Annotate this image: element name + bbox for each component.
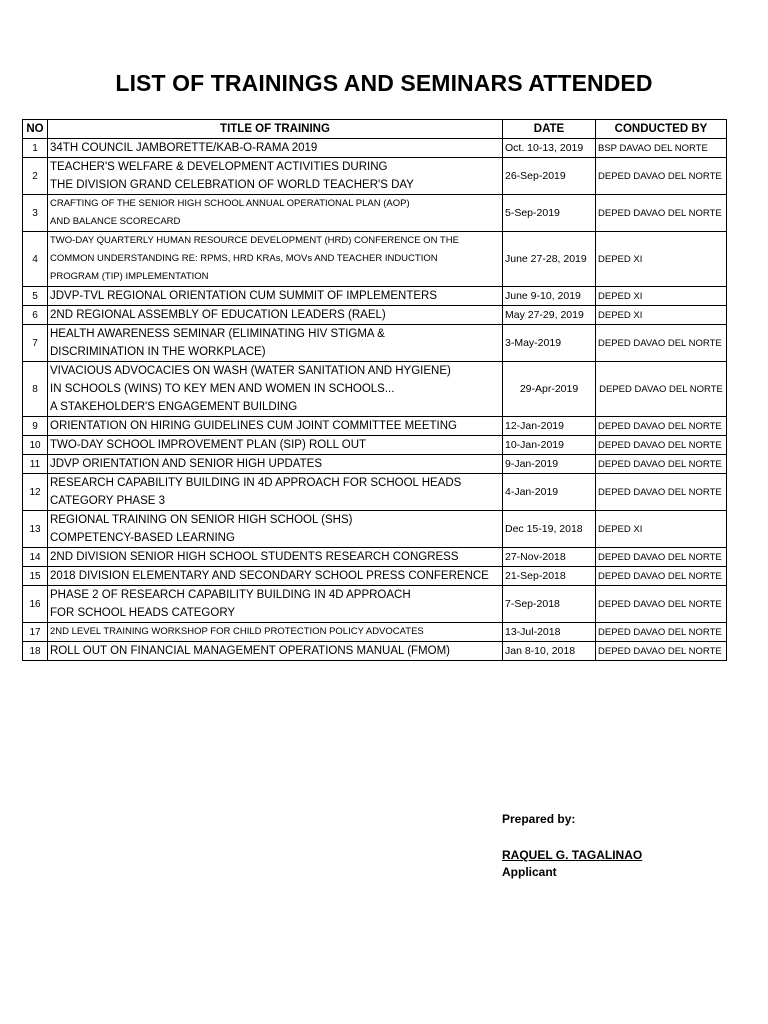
training-date: Dec 15-19, 2018 (503, 511, 596, 548)
training-title-line: TEACHER'S WELFARE & DEVELOPMENT ACTIVITIES DURING (50, 161, 388, 173)
training-title-line: JDVP-TVL REGIONAL ORIENTATION CUM SUMMIT OF IMPLEMENTERS (50, 290, 437, 302)
training-title-line: AND BALANCE SCORECARD (50, 216, 181, 227)
training-title (48, 623, 503, 642)
conducted-by: DEPED DAVAO DEL NORTE (596, 195, 727, 232)
table-row (23, 287, 727, 306)
training-title-line: 2018 DIVISION ELEMENTARY AND SECONDARY SCHOOL PRESS CONFERENCE (50, 570, 489, 582)
row-number: 6 (23, 306, 48, 325)
row-number: 3 (23, 195, 48, 232)
training-title (48, 232, 503, 287)
table-row (23, 623, 727, 642)
conducted-by: DEPED DAVAO DEL NORTE (596, 455, 727, 474)
row-number: 17 (23, 623, 48, 642)
training-date: 10-Jan-2019 (503, 436, 596, 455)
training-title (48, 455, 503, 474)
conducted-by: DEPED XI (596, 511, 727, 548)
signatory-name: RAQUEL G. TAGALINAO (502, 848, 643, 862)
table-row (23, 362, 727, 417)
table-row (23, 436, 727, 455)
training-title-line: JDVP ORIENTATION AND SENIOR HIGH UPDATES (50, 458, 322, 470)
conducted-by: DEPED DAVAO DEL NORTE (596, 567, 727, 586)
table-row (23, 548, 727, 567)
training-title-line: TWO-DAY QUARTERLY HUMAN RESOURCE DEVELOPMENT (HRD) CONFERENCE ON THE (50, 235, 459, 246)
conducted-by: DEPED DAVAO DEL NORTE (596, 623, 727, 642)
training-title-line: A STAKEHOLDER'S ENGAGEMENT BUILDING (50, 401, 298, 413)
training-title-line: CRAFTING OF THE SENIOR HIGH SCHOOL ANNUAL OPERATIONAL PLAN (AOP) (50, 198, 410, 209)
table-row (23, 511, 727, 548)
training-title (48, 362, 503, 417)
training-title-line: PROGRAM (TIP) IMPLEMENTATION (50, 271, 209, 282)
training-title-line: THE DIVISION GRAND CELEBRATION OF WORLD TEACHER'S DAY (50, 179, 414, 191)
training-title-line: RESEARCH CAPABILITY BUILDING IN 4D APPROACH FOR SCHOOL HEADS (50, 477, 462, 489)
training-date: 4-Jan-2019 (503, 474, 596, 511)
conducted-by: DEPED DAVAO DEL NORTE (596, 417, 727, 436)
trainings-table (22, 119, 727, 661)
signatory-role: Applicant (502, 865, 557, 879)
table-row (23, 642, 727, 661)
training-date: 21-Sep-2018 (503, 567, 596, 586)
training-title (48, 139, 503, 158)
row-number: 16 (23, 586, 48, 623)
table-row (23, 139, 727, 158)
conducted-by: DEPED DAVAO DEL NORTE (596, 586, 727, 623)
row-number: 5 (23, 287, 48, 306)
row-number: 9 (23, 417, 48, 436)
conducted-by: BSP DAVAO DEL NORTE (596, 139, 727, 158)
table-row (23, 474, 727, 511)
row-number: 11 (23, 455, 48, 474)
table-row (23, 232, 727, 287)
training-title (48, 436, 503, 455)
training-date: 29-Apr-2019 (503, 362, 596, 417)
training-title-line: HEALTH AWARENESS SEMINAR (ELIMINATING HIV STIGMA & (50, 328, 385, 340)
document-title: LIST OF TRAININGS AND SEMINARS ATTENDED (115, 70, 653, 96)
training-title (48, 548, 503, 567)
training-date: Jan 8-10, 2018 (503, 642, 596, 661)
table-row (23, 158, 727, 195)
conducted-by: DEPED DAVAO DEL NORTE (596, 642, 727, 661)
training-date: 27-Nov-2018 (503, 548, 596, 567)
training-date: 9-Jan-2019 (503, 455, 596, 474)
table-row (23, 455, 727, 474)
training-title-line: ROLL OUT ON FINANCIAL MANAGEMENT OPERATIONS MANUAL (FMOM) (50, 645, 450, 657)
row-number: 2 (23, 158, 48, 195)
training-title (48, 511, 503, 548)
training-title-line: IN SCHOOLS (WINS) TO KEY MEN AND WOMEN IN SCHOOLS... (50, 383, 395, 395)
row-number: 15 (23, 567, 48, 586)
conducted-by: DEPED DAVAO DEL NORTE (596, 362, 727, 417)
table-row (23, 417, 727, 436)
training-date: June 9-10, 2019 (503, 287, 596, 306)
conducted-by: DEPED DAVAO DEL NORTE (596, 158, 727, 195)
table-row (23, 325, 727, 362)
conducted-by: DEPED XI (596, 287, 727, 306)
row-number: 8 (23, 362, 48, 417)
training-title (48, 306, 503, 325)
training-date: June 27-28, 2019 (503, 232, 596, 287)
row-number: 10 (23, 436, 48, 455)
training-date: 12-Jan-2019 (503, 417, 596, 436)
training-title-line: VIVACIOUS ADVOCACIES ON WASH (WATER SANITATION AND HYGIENE) (50, 365, 451, 377)
training-title (48, 158, 503, 195)
header-date: DATE (503, 120, 596, 139)
table-row (23, 567, 727, 586)
training-title (48, 195, 503, 232)
training-title (48, 567, 503, 586)
row-number: 1 (23, 139, 48, 158)
training-title-line: DISCRIMINATION IN THE WORKPLACE) (50, 346, 266, 358)
training-title-line: TWO-DAY SCHOOL IMPROVEMENT PLAN (SIP) ROLL OUT (50, 439, 367, 451)
training-date: 5-Sep-2019 (503, 195, 596, 232)
conducted-by: DEPED XI (596, 232, 727, 287)
signature-block (502, 812, 642, 879)
header-conducted-by: CONDUCTED BY (596, 120, 727, 139)
training-date: Oct. 10-13, 2019 (503, 139, 596, 158)
table-body (23, 139, 727, 661)
header-no: NO (23, 120, 48, 139)
row-number: 13 (23, 511, 48, 548)
training-title (48, 325, 503, 362)
prepared-by-label: Prepared by: (502, 812, 576, 826)
conducted-by: DEPED DAVAO DEL NORTE (596, 436, 727, 455)
training-date: 7-Sep-2018 (503, 586, 596, 623)
training-date: May 27-29, 2019 (503, 306, 596, 325)
conducted-by: DEPED XI (596, 306, 727, 325)
training-title-line: FOR SCHOOL HEADS CATEGORY (50, 607, 236, 619)
training-title-line: CATEGORY PHASE 3 (50, 495, 166, 507)
row-number: 7 (23, 325, 48, 362)
training-title (48, 417, 503, 436)
training-title-line: 2ND LEVEL TRAINING WORKSHOP FOR CHILD PROTECTION POLICY ADVOCATES (50, 626, 424, 637)
training-title-line: 2ND DIVISION SENIOR HIGH SCHOOL STUDENTS RESEARCH CONGRESS (50, 551, 459, 563)
header-title: TITLE OF TRAINING (48, 120, 503, 139)
training-title-line: 34TH COUNCIL JAMBORETTE/KAB-O-RAMA 2019 (50, 142, 318, 154)
row-number: 14 (23, 548, 48, 567)
training-date: 26-Sep-2019 (503, 158, 596, 195)
training-title-line: PHASE 2 OF RESEARCH CAPABILITY BUILDING IN 4D APPROACH (50, 589, 411, 601)
training-title-line: REGIONAL TRAINING ON SENIOR HIGH SCHOOL (SHS) (50, 514, 353, 526)
training-title-line: COMMON UNDERSTANDING RE: RPMS, HRD KRAs, MOVs AND TEACHER INDUCTION (50, 253, 438, 264)
training-date: 3-May-2019 (503, 325, 596, 362)
training-title (48, 642, 503, 661)
row-number: 18 (23, 642, 48, 661)
training-title (48, 586, 503, 623)
training-title-line: 2ND REGIONAL ASSEMBLY OF EDUCATION LEADERS (RAEL) (50, 309, 386, 321)
table-header-row (23, 120, 727, 139)
conducted-by: DEPED DAVAO DEL NORTE (596, 548, 727, 567)
training-date: 13-Jul-2018 (503, 623, 596, 642)
table-row (23, 586, 727, 623)
conducted-by: DEPED DAVAO DEL NORTE (596, 325, 727, 362)
training-title-line: COMPETENCY-BASED LEARNING (50, 532, 235, 544)
table-row (23, 306, 727, 325)
training-title-line: ORIENTATION ON HIRING GUIDELINES CUM JOINT COMMITTEE MEETING (50, 420, 457, 432)
training-title (48, 474, 503, 511)
table-row (23, 195, 727, 232)
conducted-by: DEPED DAVAO DEL NORTE (596, 474, 727, 511)
row-number: 12 (23, 474, 48, 511)
training-title (48, 287, 503, 306)
row-number: 4 (23, 232, 48, 287)
